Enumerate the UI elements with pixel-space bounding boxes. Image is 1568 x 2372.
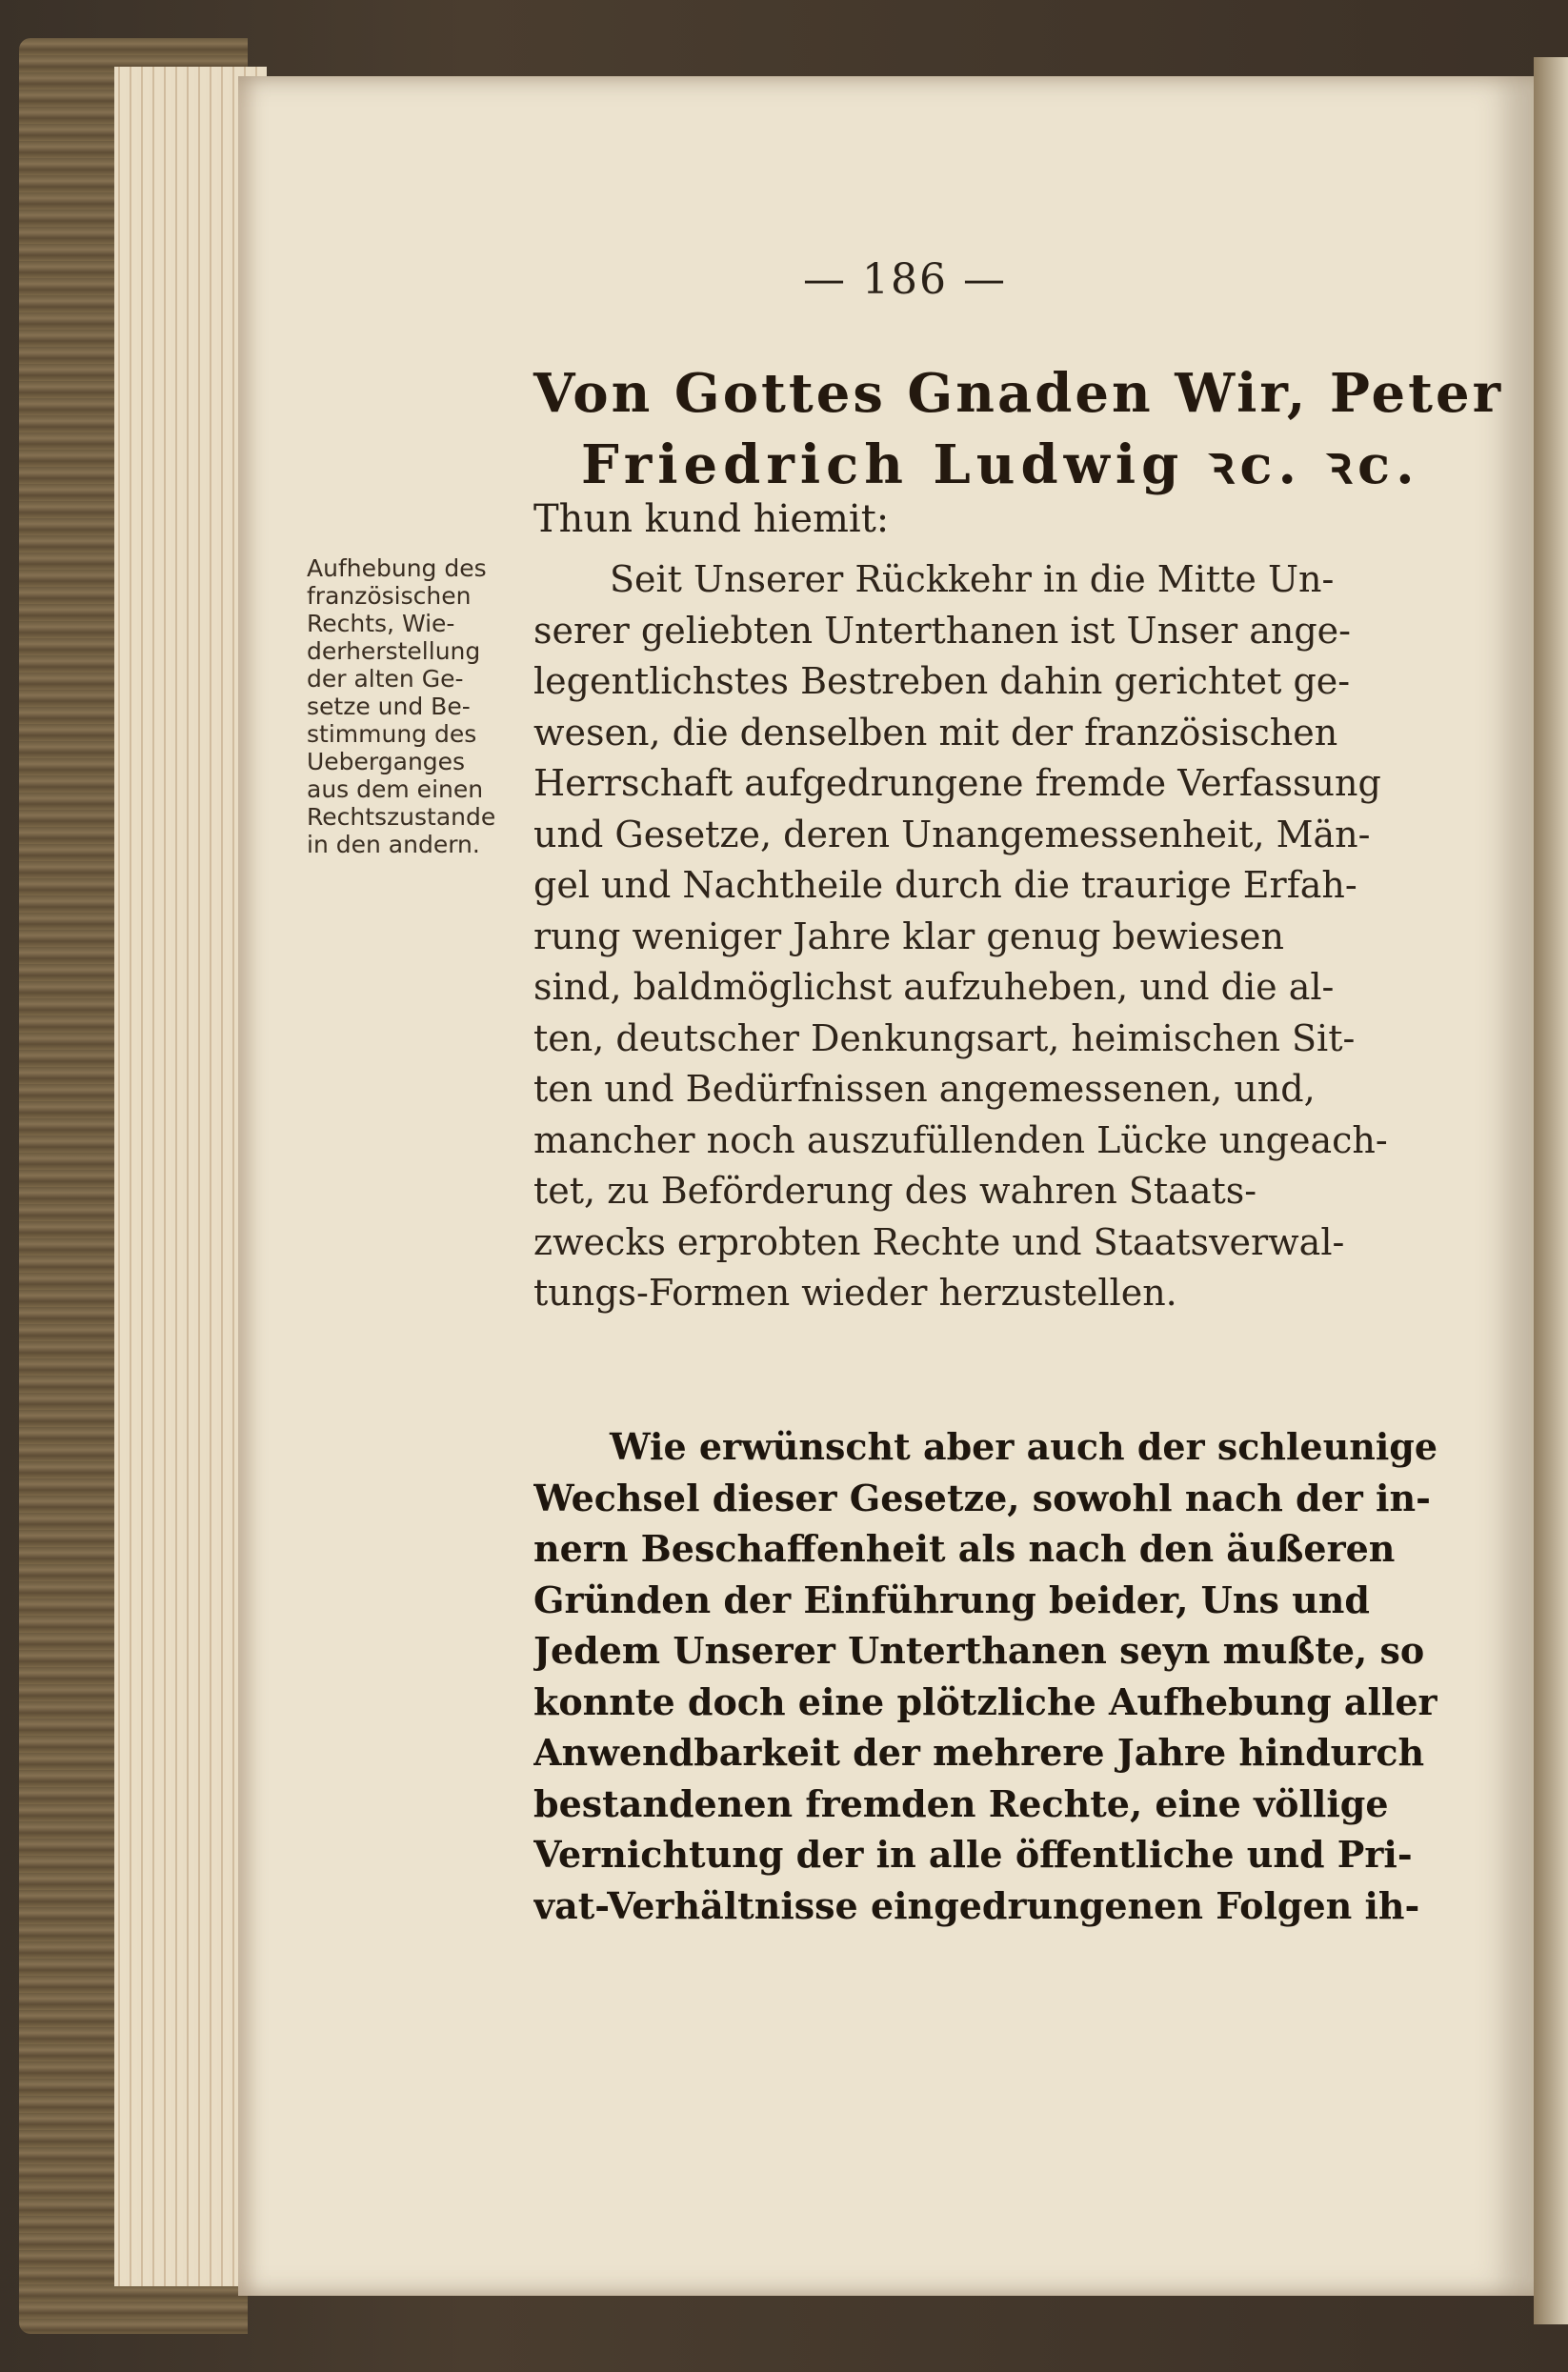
text-line: und Gesetze, deren Unangemessenheit, Män-	[533, 813, 1371, 855]
text-line: wesen, die denselben mit der französischen	[533, 711, 1338, 754]
text-line: tet, zu Beförderung des wahren Staats-	[533, 1170, 1257, 1212]
text-line: mancher noch auszufüllenden Lücke ungeach-	[533, 1118, 1388, 1161]
margin-note-line: setze und Be-	[307, 693, 471, 720]
margin-note-line: Rechtszustande	[307, 803, 496, 831]
text-line: zwecks erprobten Rechte und Staatsverwal-	[533, 1220, 1345, 1263]
text-line: bestandenen fremden Rechte, eine völlige	[533, 1781, 1389, 1825]
facing-page-edge	[1534, 57, 1568, 2324]
paragraph-2	[533, 1421, 1496, 1931]
text-line: Anwendbarkeit der mehrere Jahre hindurch	[533, 1731, 1425, 1774]
text-line: Wechsel dieser Gesetze, sowohl nach der in-	[533, 1476, 1431, 1519]
text-line: Wie erwünscht aber auch der schleunige	[610, 1425, 1438, 1468]
text-line: Jedem Unserer Unterthanen seyn mußte, so	[533, 1629, 1425, 1672]
page-number: — 186 —	[803, 255, 1007, 304]
decree-title-line-1: Von Gottes Gnaden Wir, Peter	[533, 362, 1504, 425]
text-line: rung weniger Jahre klar genug bewiesen	[533, 915, 1284, 957]
margin-note-line: stimmung des	[307, 720, 477, 748]
margin-note-line: französischen	[307, 582, 472, 610]
margin-note-line: in den andern.	[307, 831, 480, 858]
margin-note-line: Rechts, Wie-	[307, 610, 455, 637]
text-line: nern Beschaffenheit als nach den äußeren	[533, 1527, 1396, 1570]
margin-note-line: Ueberganges	[307, 748, 466, 775]
decree-intro: Thun kund hiemit:	[533, 497, 890, 541]
margin-note-line: Aufhebung des	[307, 554, 487, 582]
text-line: ten und Bedürfnissen angemessenen, und,	[533, 1068, 1316, 1110]
text-line: ten, deutscher Denkungsart, heimischen Sit-	[533, 1016, 1356, 1059]
text-line: Herrschaft aufgedrungene fremde Verfassung	[533, 762, 1381, 804]
margin-note	[307, 554, 535, 858]
text-line: Vernichtung der in alle öffentliche und Pri-	[533, 1833, 1413, 1876]
margin-note-line: der alten Ge-	[307, 665, 464, 693]
text-line: konnte doch eine plötzliche Aufhebung aller	[533, 1679, 1437, 1723]
text-line: Gründen der Einführung beider, Uns und	[533, 1578, 1370, 1621]
paragraph-1	[533, 554, 1496, 1319]
text-line: Seit Unserer Rückkehr in die Mitte Un-	[610, 558, 1335, 600]
text-line: tungs-Formen wieder herzustellen.	[533, 1272, 1177, 1314]
text-line: serer geliebten Unterthanen ist Unser ange-	[533, 609, 1351, 652]
text-line: legentlichstes Bestreben dahin gerichtet ge-	[533, 660, 1351, 702]
text-line: vat-Verhältnisse eingedrungenen Folgen ih-	[533, 1883, 1420, 1927]
decree-title-line-2: Friedrich Ludwig ꝛc. ꝛc.	[581, 433, 1420, 496]
margin-note-line: derherstellung	[307, 637, 481, 665]
margin-note-line: aus dem einen	[307, 775, 484, 803]
text-line: gel und Nachtheile durch die traurige Erfah-	[533, 864, 1357, 906]
text-line: sind, baldmöglichst aufzuheben, und die al-	[533, 966, 1335, 1008]
